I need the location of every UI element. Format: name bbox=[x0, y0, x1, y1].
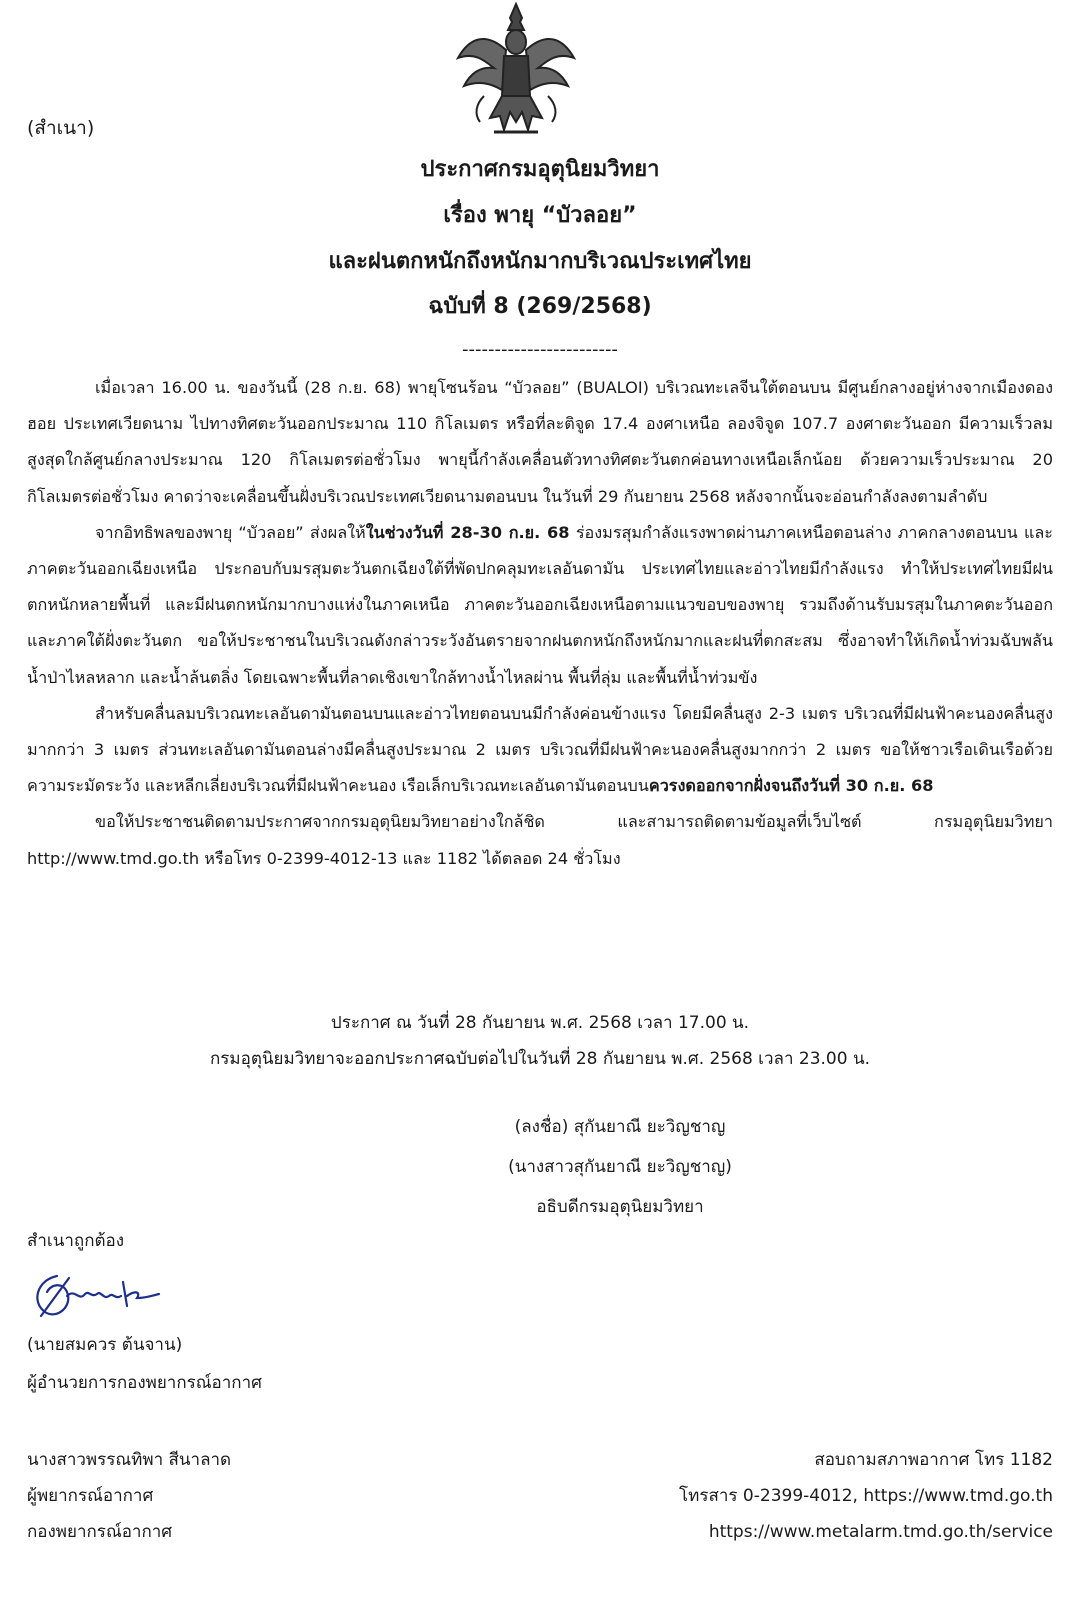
forecaster-name: นางสาวพรรณทิพา สีนาลาด bbox=[27, 1450, 232, 1470]
paragraph-rain-impact-highlight: ในช่วงวันที่ 28-30 ก.ย. 68 bbox=[365, 522, 570, 542]
certifier-position: ผู้อำนวยการกองพยากรณ์อากาศ bbox=[27, 1373, 262, 1393]
signatory-position: อธิบดีกรมอุตุนิยมวิทยา bbox=[536, 1197, 704, 1217]
signatory-full-name: (นางสาวสุกันยาณี ยะวิญชาญ) bbox=[508, 1157, 732, 1177]
copy-mark: (สำเนา) bbox=[27, 117, 95, 139]
paragraph-rain-impact bbox=[27, 515, 1053, 696]
garuda-emblem-icon bbox=[454, 0, 578, 140]
title-divider: ------------------------ bbox=[462, 339, 618, 360]
paragraph-waves-text: สำหรับคลื่นลมบริเวณทะเลอันดามันตอนบนและอ่าวไทยตอนบนมีกำลังค่อนข้างแรง โดยมีคลื่นสูง 2-3 เมตร บริเวณที่มีฝนฟ้าคะนองคลื่นสูงมากกว่า 3 เมตร ส่วนทะเลอันดามันตอนล่างมีคลื่นสูงประมาณ 2 เมตร บริเวณที่มีฝนฟ้าคะนองคลื่นสูงมากกว่า 2 เมตร ขอให้ชาวเรือเดินเรือด้วยความระมัดระวัง และหลีกเลี่ยงบริเวณที่มีฝนฟ้าคะนอง เรือเล็กบริเวณทะเลอันดามันตอนบน bbox=[27, 703, 1053, 796]
paragraph-storm-position: เมื่อเวลา 16.00 น. ของวันนี้ (28 ก.ย. 68) พายุโซนร้อน “บัวลอย” (BUALOI) บริเวณทะเลจีนใต้ตอนบน มีศูนย์กลางอยู่ห่างจากเมืองดองฮอย ประเทศเวียดนาม ไปทางทิศตะวันออกประมาณ 110 กิโลเมตร หรือที่ละติจูด 17.4 องศาเหนือ ลองจิจูด 107.7 องศาตะวันออก มีความเร็วลมสูงสุดใกล้ศูนย์กลางประมาณ 120 กิโลเมตรต่อชั่วโมง พายุนี้กำลังเคลื่อนตัวทางทิศตะวันตกค่อนทางเหนือเล็กน้อย ด้วยความเร็วประมาณ 20 กิโลเมตรต่อชั่วโมง คาดว่าจะเคลื่อนขึ้นฝั่งบริเวณประเทศเวียดนามตอนบน ในวันที่ 29 กันยายน 2568 หลังจากนั้นจะอ่อนกำลังลงตามลำดับ bbox=[27, 378, 1053, 506]
document-title: ประกาศกรมอุตุนิยมวิทยา bbox=[420, 157, 660, 182]
document-subject: เรื่อง พายุ “บัวลอย” bbox=[443, 203, 637, 228]
paragraph-rain-impact-text-b: ร่องมรสุมกำลังแรงพาดผ่านภาคเหนือตอนล่าง ภาคกลางตอนบน และภาคตะวันออกเฉียงเหนือ ประกอบกับมรสุมตะวันตกเฉียงใต้ที่พัดปกคลุมทะเลอันดามัน ประเทศไทยและอ่าวไทยมีกำลังแรง ทำให้ประเทศไทยมีฝนตกหนักหลายพื้นที่ และมีฝนตกหนักมากบางแห่งในภาคเหนือ ภาคตะวันออกเฉียงเหนือตามแนวขอบของพายุ รวมถึงด้านรับมรสุมในภาคตะวันออกและภาคใต้ฝั่งตะวันตก ขอให้ประชาชนในบริเวณดังกล่าวระวังอันตรายจากฝนตกหนักถึงหนักมากและฝนที่ตกสะสม ซึ่งอาจทำให้เกิดน้ำท่วมฉับพลัน น้ำป่าไหลหลาก และน้ำล้นตลิ่ง โดยเฉพาะพื้นที่ลาดเชิงเขาใกล้ทางน้ำไหลผ่าน พื้นที่ลุ่ม และพื้นที่น้ำท่วมขัง bbox=[27, 522, 1053, 687]
announce-date: ประกาศ ณ วันที่ 28 กันยายน พ.ศ. 2568 เวลา 17.00 น. bbox=[330, 1013, 750, 1033]
weather-hotline: สอบถามสภาพอากาศ โทร 1182 bbox=[814, 1450, 1053, 1470]
next-announcement: กรมอุตุนิยมวิทยาจะออกประกาศฉบับต่อไปในวันที่ 28 กันยายน พ.ศ. 2568 เวลา 23.00 น. bbox=[209, 1049, 870, 1069]
document-subject-line2: และฝนตกหนักถึงหนักมากบริเวณประเทศไทย bbox=[328, 249, 752, 274]
paragraph-follow-updates: ขอให้ประชาชนติดตามประกาศจากกรมอุตุนิยมวิทยาอย่างใกล้ชิด และสามารถติดตามข้อมูลที่เว็บไซต์ กรมอุตุนิยมวิทยา http://www.tmd.go.th หรือโทร 0-2399-4012-13 และ 1182 ได้ตลอด 24 ชั่วโมง bbox=[27, 812, 1053, 868]
metalarm-service-link: https://www.metalarm.tmd.go.th/service bbox=[708, 1522, 1053, 1542]
announcement-body bbox=[27, 370, 1053, 877]
forecaster-title: ผู้พยากรณ์อากาศ bbox=[27, 1486, 154, 1506]
document-issue-number: ฉบับที่ 8 (269/2568) bbox=[428, 294, 652, 319]
paragraph-waves bbox=[27, 696, 1053, 805]
forecaster-division: กองพยากรณ์อากาศ bbox=[27, 1522, 173, 1542]
signatory-signed: (ลงชื่อ) สุกันยาณี ยะวิญชาญ bbox=[514, 1117, 726, 1137]
certified-label: สำเนาถูกต้อง bbox=[27, 1231, 125, 1251]
paragraph-rain-impact-text-a: จากอิทธิพลของพายุ “บัวลอย” ส่งผลให้ bbox=[95, 522, 366, 542]
certifier-name: (นายสมควร ต้นจาน) bbox=[27, 1335, 183, 1355]
paragraph-waves-highlight: ควรงดออกจากฝั่งจนถึงวันที่ 30 ก.ย. 68 bbox=[648, 776, 934, 796]
fax-website: โทรสาร 0-2399-4012, https://www.tmd.go.th bbox=[679, 1486, 1053, 1506]
handwritten-signature-icon bbox=[27, 1262, 167, 1328]
